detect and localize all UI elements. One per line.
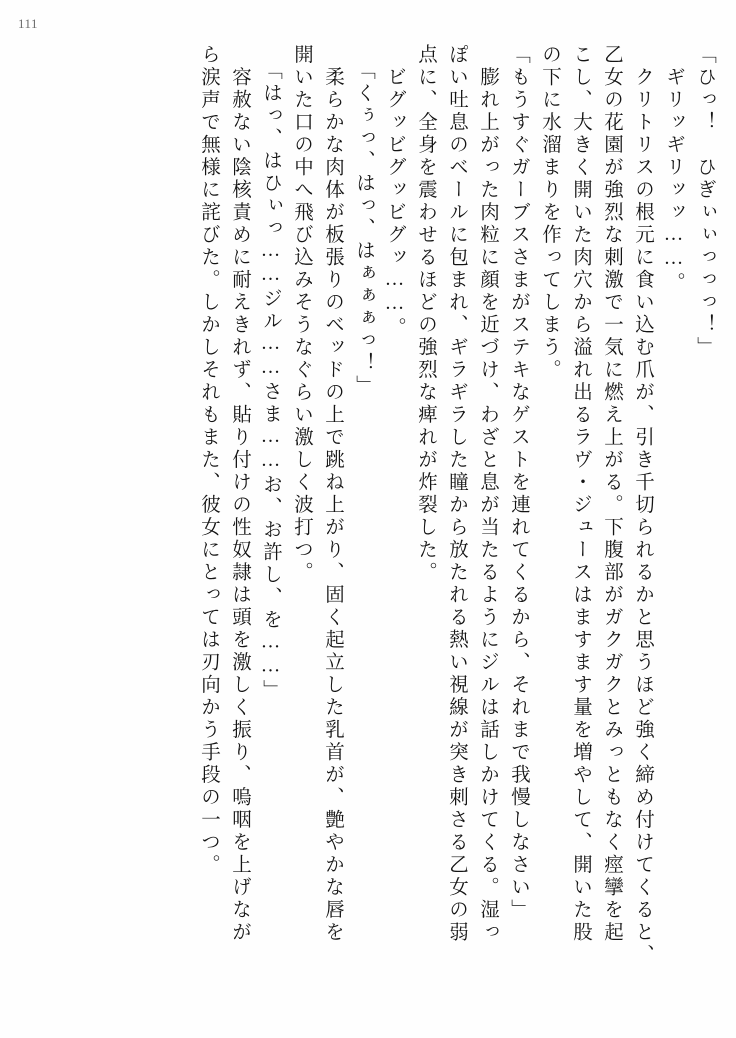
text-line: 容赦ない陰核責めに耐えきれず、貼り付けの性奴隷は頭を激しく振り、嗚咽を上げなが: [229, 44, 250, 944]
text-line: 「ひっ！ ひぎぃぃっっっ！」: [694, 44, 715, 359]
page-number: 111: [18, 16, 39, 31]
text-line: ビグッビグッビグッ……。: [384, 44, 405, 340]
text-line: 乙女の花園が強烈な刺激で一気に燃え上がる。下腹部がガクガクとみっともなく痙攣を起: [601, 44, 622, 944]
text-line: 「はっ、はひぃっ……ジル……さま……お、お許し、を……」: [260, 60, 281, 702]
text-line: 膨れ上がった肉粒に顔を近づけ、わざと息が当たるようにジルは話しかけてくる。湿っ: [477, 44, 498, 944]
text-line: ギリッギリッッ……。: [663, 44, 684, 295]
text-line: の下に水溜まりを作ってしまう。: [539, 44, 560, 382]
vertical-text-body: [26, 44, 714, 1012]
text-line: クリトリスの根元に食い込む爪が、引き千切られるかと思うほど強く締め付けてくると、: [632, 44, 653, 967]
text-line: 開いた口の中へ飛び込みそうなぐらい激しく波打つ。: [291, 44, 312, 584]
text-line: 点に、全身を震わせるほどの強烈な痺れが炸裂した。: [415, 44, 436, 584]
text-line: こし、大きく開いた肉穴から溢れ出るラヴ・ジュースはますます量を増やして、開いた股: [570, 44, 591, 944]
text-line: 「くぅっ、はっ、はぁぁぁっ！」: [353, 60, 374, 398]
text-line: 柔らかな肉体が板張りのベッドの上で跳ね上がり、固く起立した乳首が、艶やかな唇を: [322, 44, 343, 944]
text-line: ら涙声で無様に詫びた。しかしそれもまた、彼女にとっては刃向かう手段の一つ。: [198, 44, 219, 877]
text-line: ぽい吐息のベールに包まれ、ギラギラした瞳から放たれる熱い視線が突き刺さる乙女の弱: [446, 44, 467, 944]
text-line: 「もうすぐガーブスさまがステキなゲストを連れてくるから、それまで我慢しなさい」: [508, 44, 529, 922]
